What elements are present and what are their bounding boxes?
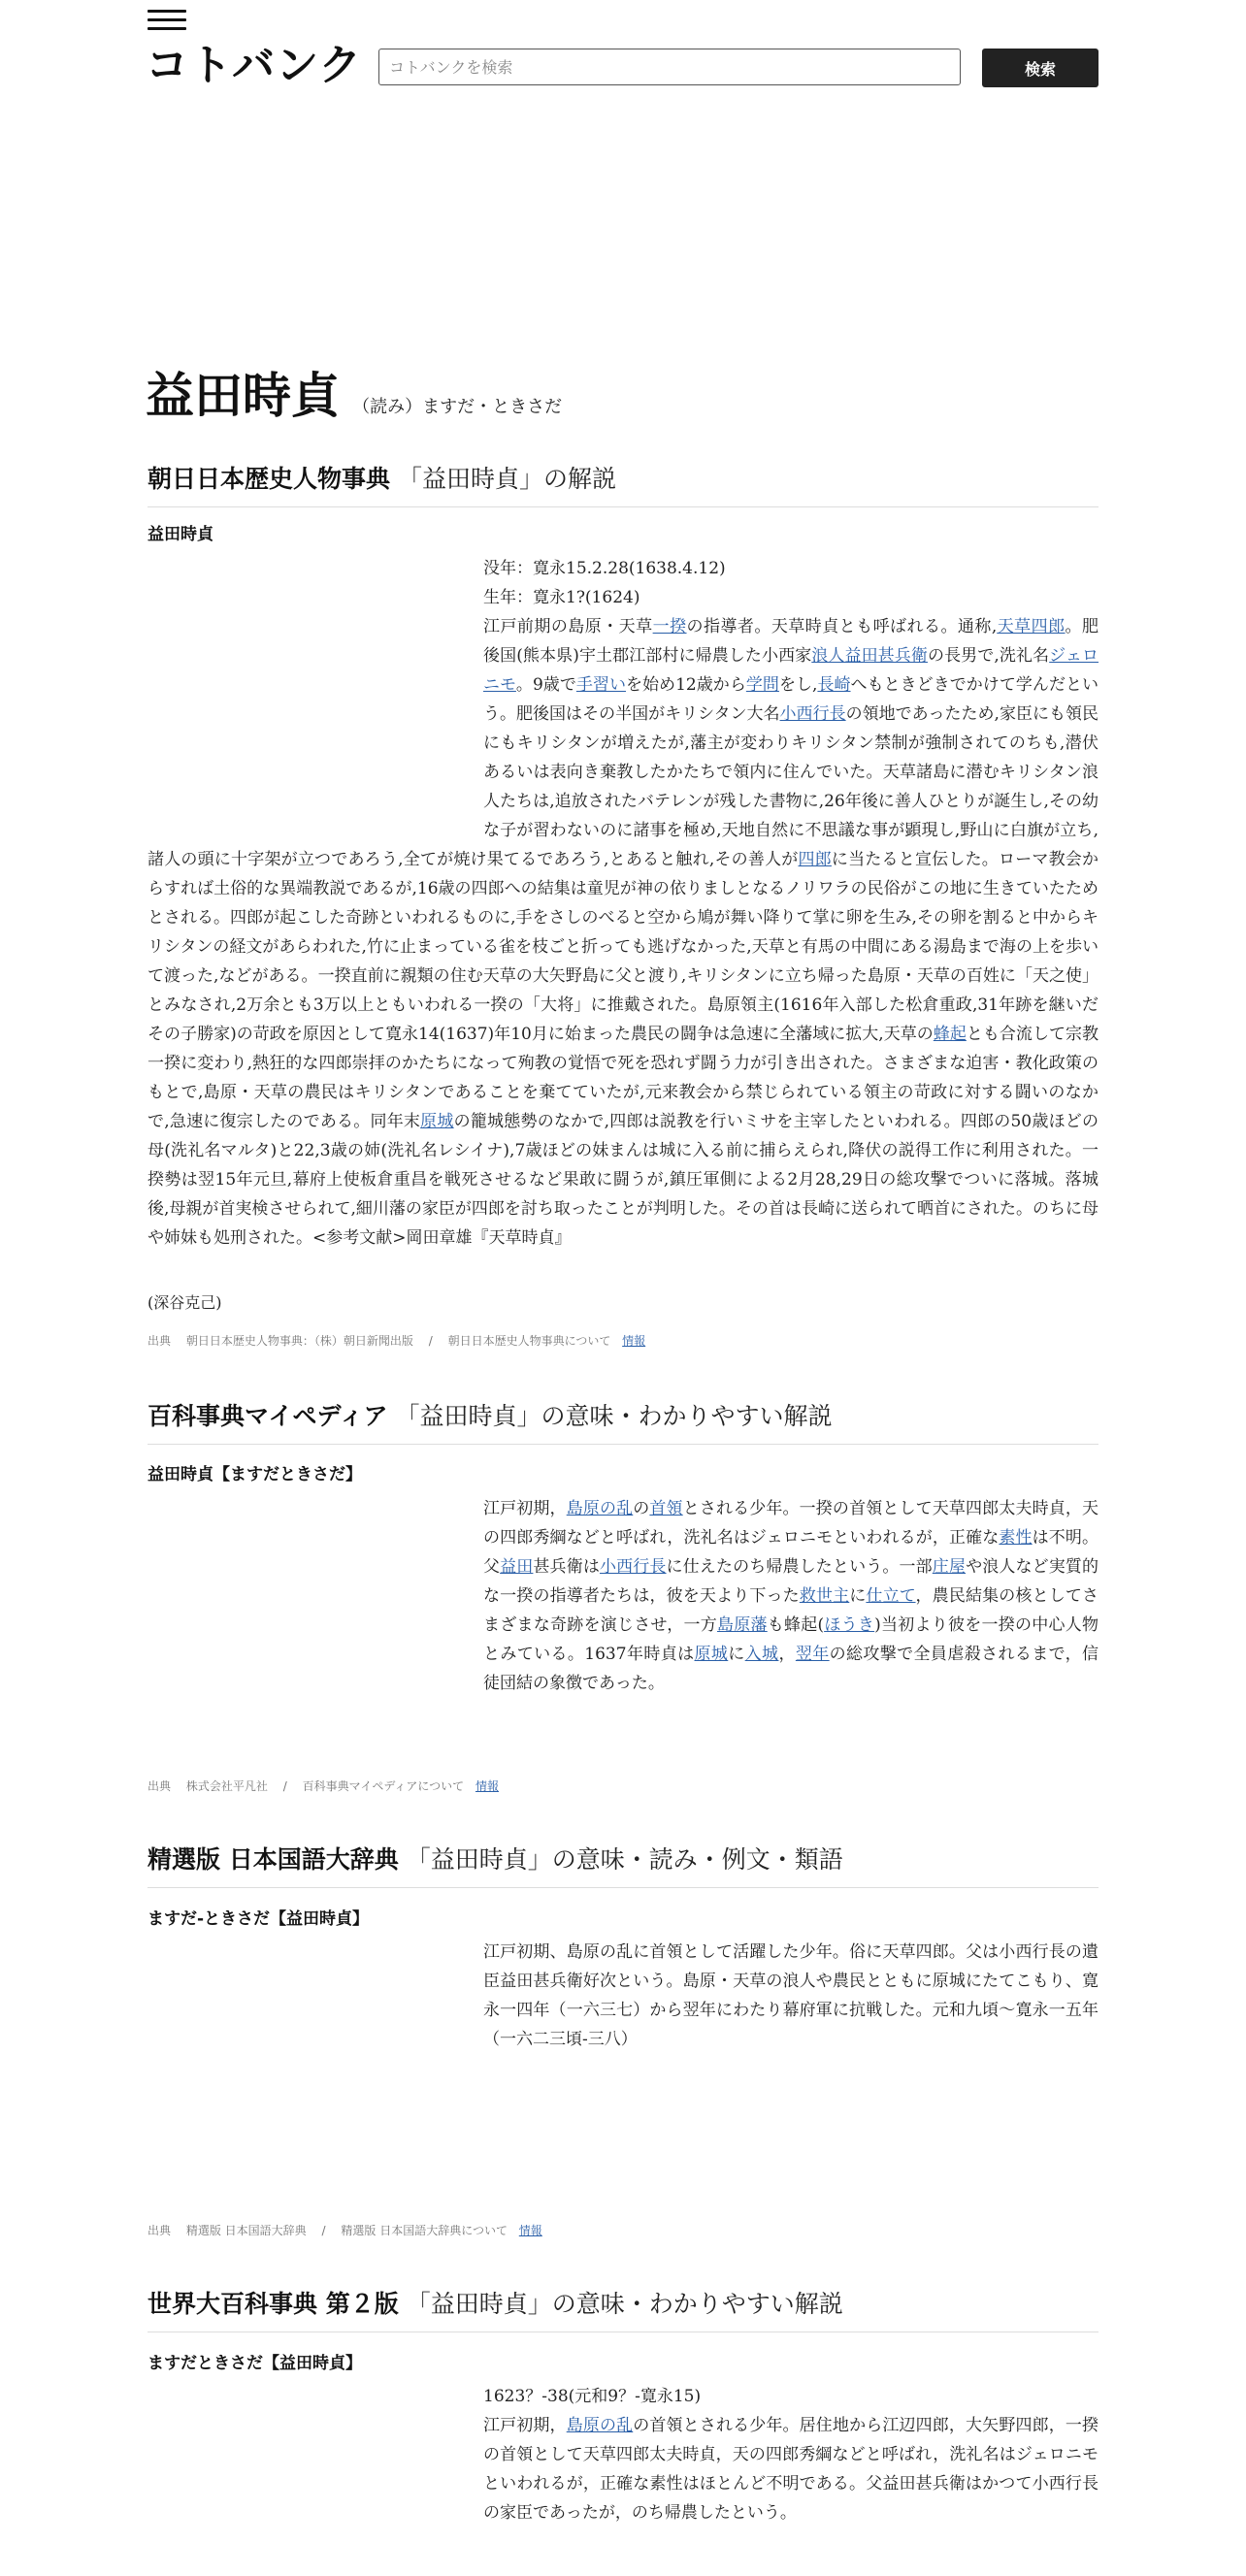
section-subtitle: 「益田時貞」の意味・わかりやすい解説: [406, 2290, 843, 2318]
title-row: [146, 357, 562, 427]
entry-title: ますだときさだ【益田時貞】: [148, 2354, 362, 2373]
entry-body: [148, 2382, 1098, 2576]
text-segment: も蜂起(: [767, 1615, 825, 1635]
text-segment: )当初より彼を一揆の中心人物とみている。1637年時貞は: [483, 1615, 1098, 1664]
section-subtitle: 「益田時貞」の意味・わかりやすい解説: [395, 1402, 833, 1430]
term-link[interactable]: 一揆: [652, 617, 687, 636]
term-link[interactable]: 島原の乱: [566, 1499, 634, 1518]
term-link[interactable]: 救世主: [799, 1586, 850, 1606]
text-segment: の指導者。天草時貞とも呼ばれる。通称,: [686, 617, 998, 636]
section-heading-nikkoku: [148, 1841, 1098, 1888]
entry-title: 益田時貞【ますだときさだ】: [148, 1465, 362, 1484]
section-subtitle: 「益田時貞」の意味・読み・例文・類語: [406, 1845, 843, 1874]
term-link[interactable]: ジェロニモ: [483, 646, 1099, 695]
left-gutter: [148, 2382, 483, 2576]
entry-meta-line: 没年：寛永15.2.28(1638.4.12): [483, 559, 726, 578]
text-segment: ，: [778, 1645, 796, 1664]
section-subtitle: 「益田時貞」の解説: [398, 465, 617, 493]
text-segment: 江戸前期の島原・天草: [483, 617, 653, 636]
source-about: 百科事典マイペディアについて: [302, 1779, 465, 1793]
source-publisher: 株式会社平凡社: [185, 1779, 268, 1793]
section-heading-mypedia: [148, 1397, 1098, 1445]
text-segment: の首領とされる少年。居住地から江辺四郎，大矢野四郎，一揆の首領として天草四郎太夫時貞，天の四郎秀綱などと呼ばれ，洗礼名はジェロニモといわれるが，正確な素性はほとんど不明である。父益田甚兵衛はかつて小西行長の家臣であったが，のち帰農したという。: [483, 2416, 1099, 2523]
text-segment: に: [728, 1645, 745, 1664]
text-segment: 江戸初期，: [483, 1499, 567, 1518]
author: (深谷克己): [148, 1293, 222, 1312]
info-link[interactable]: 情報: [475, 1779, 499, 1793]
term-link[interactable]: 益田: [500, 1557, 534, 1577]
entry-body: [148, 554, 1098, 1253]
text-segment: 。肥後国(熊本県)宇土郡江部村に帰農した小西家: [483, 617, 1099, 666]
source-line: 出典 朝日日本歴史人物事典：（株）朝日新聞出版 / 朝日日本歴史人物事典について 情報: [148, 1334, 646, 1348]
entry-meta-line: 生年：寛永1?(1624): [483, 588, 640, 607]
source-label: 出典: [148, 1334, 172, 1348]
term-link[interactable]: 手習い: [575, 675, 626, 695]
term-link[interactable]: 小西行長: [779, 704, 846, 724]
text-segment: の長男で,洗礼名: [927, 646, 1050, 666]
source-line: 出典 精選版 日本国語大辞典 / 精選版 日本国語大辞典について 情報: [148, 2224, 542, 2237]
entry-title: 益田時貞: [148, 525, 213, 544]
term-link[interactable]: 島原の乱: [566, 2416, 634, 2435]
term-link[interactable]: 原城: [694, 1645, 729, 1664]
search-button[interactable]: 検索: [982, 49, 1098, 87]
text-segment: 甚兵衛は: [533, 1557, 600, 1577]
term-link[interactable]: 翌年: [795, 1645, 830, 1664]
text-segment: 。9歳で: [515, 675, 576, 695]
site-logo[interactable]: コトバンク: [146, 41, 363, 90]
text-segment: とされる少年。一揆の首領として天草四郎太夫時貞，天の四郎秀綱などと呼ばれ，洗礼名はジェロニモといわれるが，正確な: [483, 1499, 1099, 1548]
page-title: 益田時貞: [146, 368, 340, 424]
text-segment: に: [849, 1586, 867, 1606]
text-segment: に仕えたのち帰農したという。一部: [666, 1557, 933, 1577]
dictionary-name: 朝日日本歴史人物事典: [148, 465, 391, 493]
term-link[interactable]: ほうき: [824, 1615, 875, 1635]
text-segment: をし,: [778, 675, 818, 695]
term-link[interactable]: 首領: [649, 1499, 683, 1518]
text-segment: ，農民結集の核としてさまざまな奇跡を演じさせ，一方: [483, 1586, 1099, 1635]
entry-meta-line: 1623？-38(元和9？-寛永15): [483, 2387, 702, 2406]
term-link[interactable]: 島原藩: [716, 1615, 768, 1635]
section-heading-asahi: [148, 460, 1098, 507]
term-link[interactable]: 仕立て: [866, 1586, 916, 1606]
source-about: 朝日日本歴史人物事典について: [447, 1334, 611, 1348]
term-link[interactable]: 長崎: [817, 675, 851, 695]
entry-body: [148, 1938, 1098, 2054]
text-segment: や浪人など実質的な一揆の指導者たちは，彼を天より下った: [483, 1557, 1099, 1606]
text-segment: の籠城態勢のなかで,四郎は説教を行いミサを主宰したといわれる。四郎の50歳ほどの母(洗礼名マルタ)と22,3歳の姉(洗礼名レシイナ),7歳ほどの妹まんは城に入る前に捕らえられ,降伏の説得工作に利用された。一揆勢は翌15年元旦,幕府上使板倉重昌を戦死させるなど果敢に闘うが,鎮圧軍側による2月28,29日の総攻撃でついに落城。落城後,母親が首実検させられて,細川藩の家臣が四郎を討ち取ったことが判明した。その首は長崎に送られて晒首にされた。のちに母や姉妹も処刑された。<参考文献>岡田章雄『天草時貞』: [148, 1112, 1099, 1248]
dictionary-name: 世界大百科事典 第２版: [148, 2290, 399, 2318]
term-link[interactable]: 四郎: [798, 850, 832, 869]
section-heading-sekai: [148, 2285, 1098, 2332]
left-gutter: [148, 1938, 483, 2054]
menu-icon[interactable]: [148, 10, 186, 31]
text-segment: は不明。父: [483, 1528, 1099, 1577]
title-reading: （読み）ますだ・ときさだ: [352, 397, 563, 417]
entry-title: ますだ‐ときさだ【益田時貞】: [148, 1909, 370, 1929]
text-segment: とも合流して宗教一揆に変わり,熱狂的な四郎崇拝のかたちになって殉教の覚悟で死を恐れず闘う力が引き出された。さまざまな迫害・教化政策のもとで,島原・天草の農民はキリシタンであることを棄てていたが,元来教会から禁じられている領主の苛政に対する闘いのなかで,急速に復宗したのである。同年末: [148, 1025, 1099, 1131]
term-link[interactable]: 庄屋: [932, 1557, 967, 1577]
term-link[interactable]: 入城: [744, 1645, 779, 1664]
term-link[interactable]: 浪人益田甚兵衛: [811, 646, 928, 666]
term-link[interactable]: 学問: [745, 675, 779, 695]
source-about: 精選版 日本国語大辞典について: [341, 2224, 508, 2237]
source-publisher: 朝日日本歴史人物事典：（株）朝日新聞出版: [185, 1334, 413, 1348]
info-link[interactable]: 情報: [518, 2224, 542, 2237]
search-input[interactable]: [378, 49, 961, 85]
text-segment: へもときどきでかけて学んだという。肥後国はその半国がキリシタン大名: [483, 675, 1099, 724]
term-link[interactable]: 素性: [999, 1528, 1033, 1548]
text-segment: の領地であったため,家臣にも領民にもキリシタンが増えたが,藩主が変わりキリシタン禁制が強制されてのちも,潜伏あるいは表向き棄教したかたちで領内に住んでいた。天草諸島に潜むキリシタン浪人たちは,追放されたバテレンが残した書物に,26年後に善人ひとりが誕生し,その幼な子が習わないのに諸事を極め,天地自然に不思議な事が顕現し,野山に白旗が立ち,諸人の頭に十字架が立つであろう,全てが焼け果てるであろう,とあると触れ,その善人が: [148, 704, 1099, 869]
left-gutter: [148, 1494, 483, 1727]
text-segment: の総攻撃で全員虐殺されるまで，信徒団結の象徴であった。: [483, 1645, 1099, 1693]
term-link[interactable]: 小西行長: [599, 1557, 667, 1577]
text-segment: を始め12歳から: [625, 675, 746, 695]
text-segment: の: [633, 1499, 650, 1518]
dictionary-name: 精選版 日本国語大辞典: [148, 1845, 399, 1874]
text-segment: に当たると宣伝した。ローマ教会からすれば土俗的な異端教説であるが,16歳の四郎への結集は童児が神の依りましとなるノリワラの民俗がこの地に生きていたためとされる。四郎が起こした奇跡といわれるものに,手をさしのべると空から鳩が舞い降りて掌に卵を生み,その卵を割ると中からキリシタンの経文があらわれた,竹に止まっている雀を枝ごと折っても逃げなかった,天草と有馬の中間にある湯島まで海の上を歩いて渡った,などがある。一揆直前に親類の住む天草の大矢野島に父と渡り,キリシタンに立ち帰った島原・天草の百姓に「天之使」とみなされ,2万余とも3万以上ともいわれる一揆の「大将」に推戴された。島原領主(1616年入部した松倉重政,31年跡を継いだその子勝家)の苛政を原因として寛永14(1637)年10月に始まった農民の闘争は急速に全藩域に拡大,天草の: [148, 850, 1099, 1044]
info-link[interactable]: 情報: [622, 1334, 646, 1348]
left-gutter: [148, 554, 483, 833]
term-link[interactable]: 天草四郎: [997, 617, 1066, 636]
dictionary-name: 百科事典マイペディア: [148, 1402, 388, 1430]
source-line: 出典 株式会社平凡社 / 百科事典マイペディアについて 情報: [148, 1779, 499, 1793]
term-link[interactable]: 蜂起: [933, 1025, 967, 1044]
term-link[interactable]: 原城: [420, 1112, 454, 1131]
source-label: 出典: [148, 1779, 172, 1793]
source-publisher: 精選版 日本国語大辞典: [185, 2224, 307, 2237]
text-segment: 江戸初期、島原の乱に首領として活躍した少年。俗に天草四郎。父は小西行長の遺臣益田甚兵衛好次という。島原・天草の浪人や農民とともに原城にたてこもり、寛永一四年（一六三七）から翌年にわたり幕府軍に抗戦した。元和九頃～寛永一五年（一六二三頃‐三八）: [483, 1942, 1098, 2049]
source-label: 出典: [148, 2224, 172, 2237]
text-segment: 江戸初期，: [483, 2416, 567, 2435]
entry-body: [148, 1494, 1098, 1727]
